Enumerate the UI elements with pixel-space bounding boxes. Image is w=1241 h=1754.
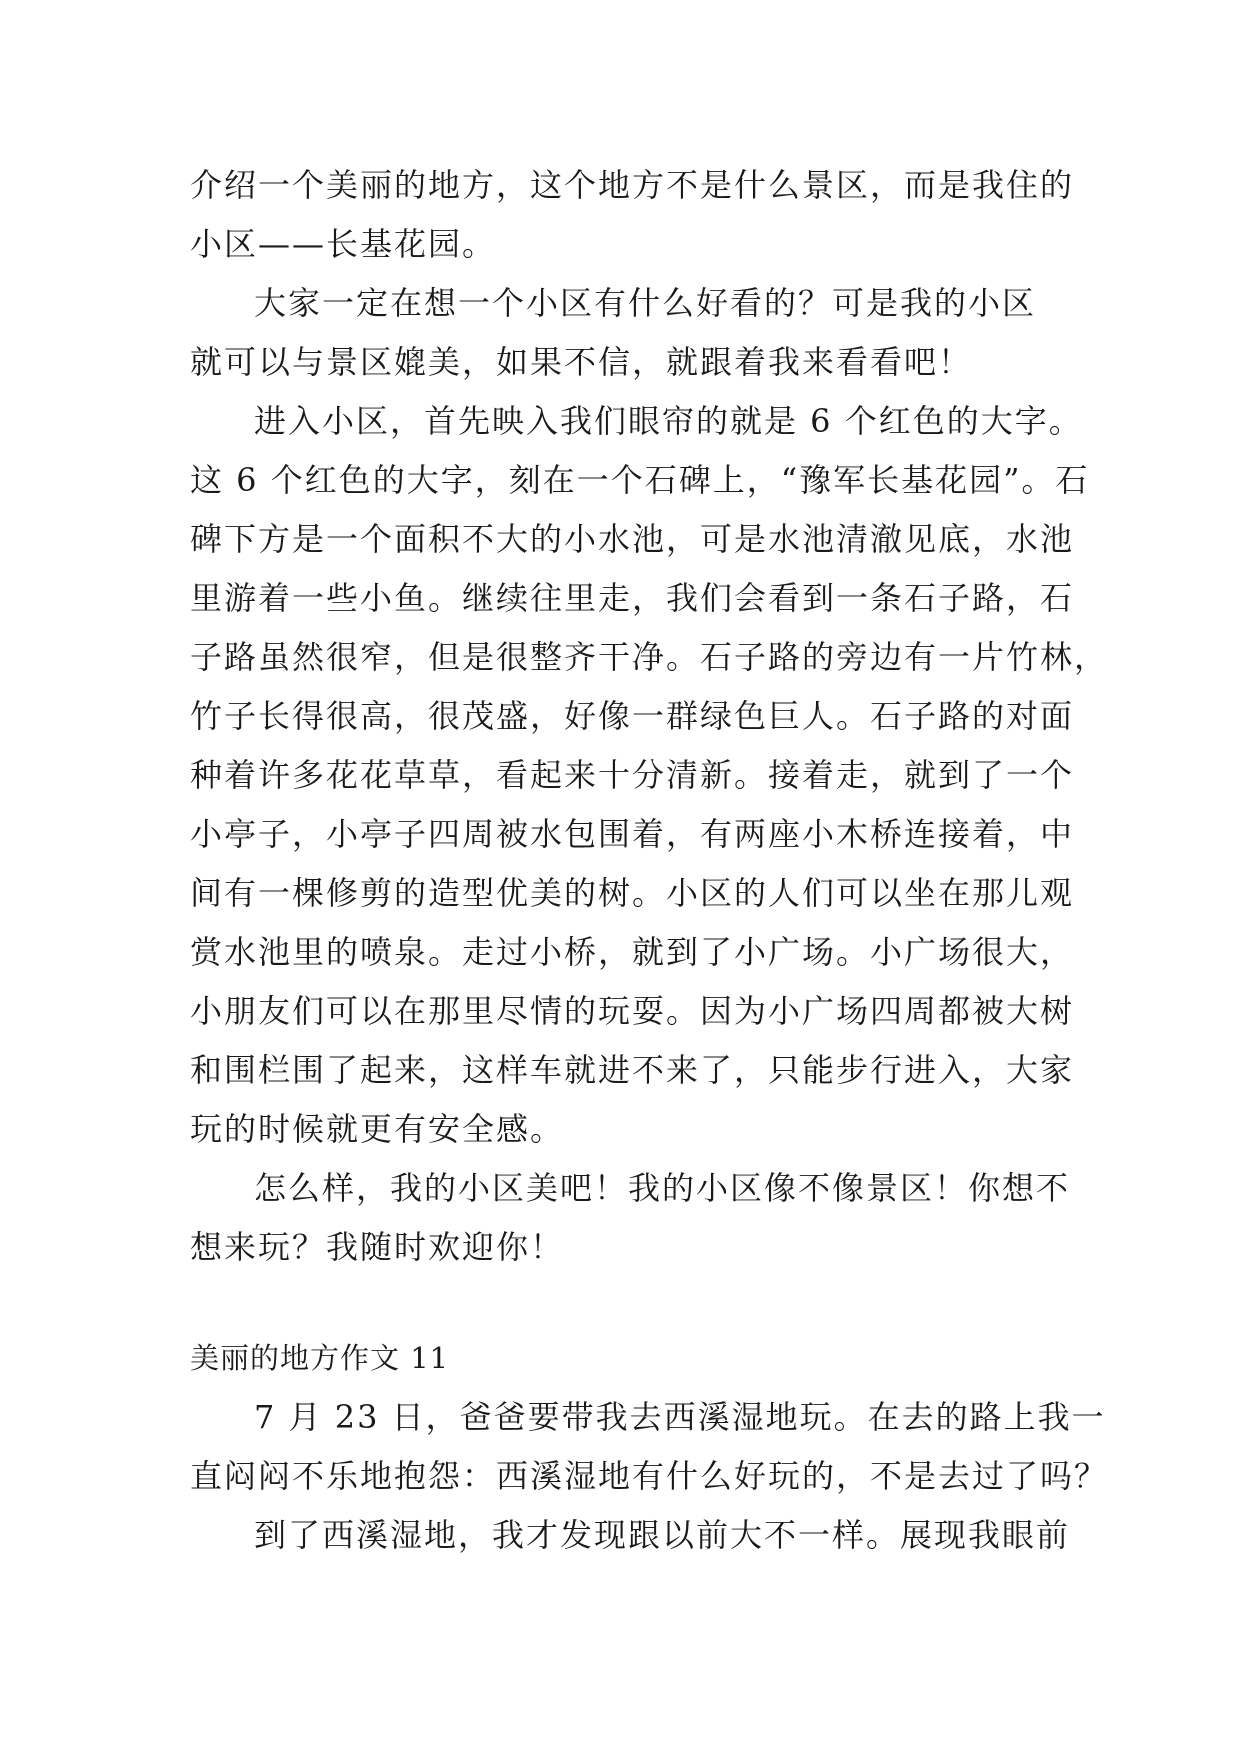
- section-heading: 美丽的地方作文 11: [190, 1341, 450, 1375]
- section-gap: [190, 1277, 1050, 1329]
- text-line: 怎么样，我的小区美吧！我的小区像不像景区！你想不: [254, 1169, 1071, 1207]
- text-line: 介绍一个美丽的地方，这个地方不是什么景区，而是我住的: [190, 166, 1075, 204]
- text-line: 小亭子，小亭子四周被水包围着，有两座小木桥连接着，中: [190, 815, 1075, 853]
- text-line: 赏水池里的喷泉。走过小桥，就到了小广场。小广场很大，: [190, 933, 1075, 971]
- text-line: 间有一棵修剪的造型优美的树。小区的人们可以坐在那儿观: [190, 874, 1075, 912]
- text-line: 小朋友们可以在那里尽情的玩耍。因为小广场四周都被大树: [190, 992, 1075, 1030]
- text-line: 玩的时候就更有安全感。: [190, 1110, 565, 1148]
- text-line: 就可以与景区媲美，如果不信，就跟着我来看看吧！: [190, 343, 973, 381]
- text-line: 小区——长基花园。: [190, 225, 497, 263]
- text-line: 到了西溪湿地，我才发现跟以前大不一样。展现我眼前: [254, 1516, 1071, 1554]
- text-line: 这 6 个红色的大字，刻在一个石碑上，“豫军长基花园”。石: [190, 461, 1090, 499]
- text-line: 进入小区，首先映入我们眼帘的就是 6 个红色的大字。: [254, 402, 1083, 440]
- text-line: 子路虽然很窄，但是很整齐干净。石子路的旁边有一片竹林，: [190, 638, 1109, 676]
- text-line: 想来玩？我随时欢迎你！: [190, 1228, 565, 1266]
- text-line: 7 月 23 日，爸爸要带我去西溪湿地玩。在去的路上我一: [254, 1398, 1106, 1436]
- text-line: 种着许多花花草草，看起来十分清新。接着走，就到了一个: [190, 756, 1075, 794]
- text-line: 直闷闷不乐地抱怨：西溪湿地有什么好玩的，不是去过了吗？: [190, 1457, 1109, 1495]
- text-line: 和围栏围了起来，这样车就进不来了，只能步行进入，大家: [190, 1051, 1075, 1089]
- text-line: 里游着一些小鱼。继续往里走，我们会看到一条石子路，石: [190, 579, 1075, 617]
- document-body: [190, 156, 1109, 1565]
- text-line: 碑下方是一个面积不大的小水池，可是水池清澈见底，水池: [190, 520, 1075, 558]
- text-line: 竹子长得很高，很茂盛，好像一群绿色巨人。石子路的对面: [190, 697, 1075, 735]
- text-line: 大家一定在想一个小区有什么好看的？可是我的小区: [254, 284, 1037, 322]
